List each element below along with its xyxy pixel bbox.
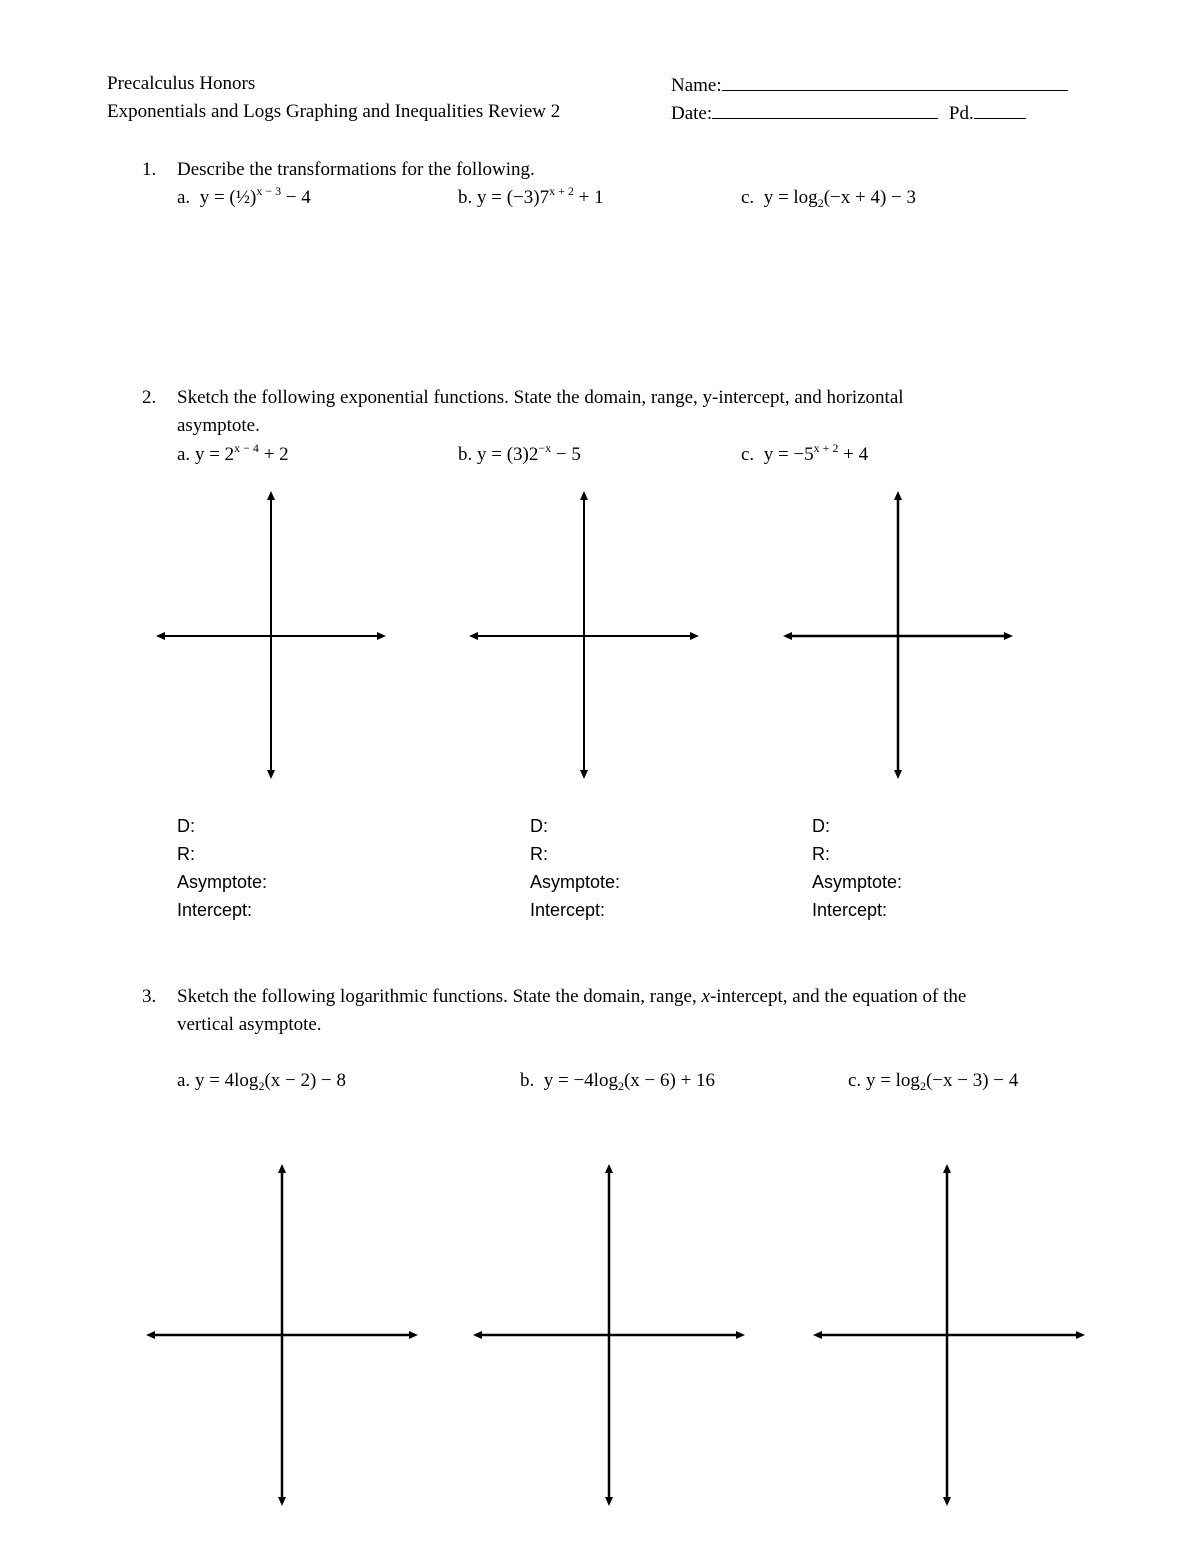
period-label: Pd. [948,103,974,124]
worksheet-title: Exponentials and Logs Graphing and Inequalities Review 2 [107,101,561,122]
q2-number: 2. [142,387,157,408]
name-label: Name: [671,75,722,96]
period-line[interactable] [974,98,1026,119]
name-field[interactable] [671,70,1068,100]
q3a-axes[interactable] [140,1158,425,1513]
q3-number: 3. [142,986,157,1007]
q2c-answer-labels [812,812,902,924]
q2b-equation: b. $y = (3)2^{-x} - 5$ [458,441,581,465]
q2b-answer-labels [530,812,620,924]
course-title: Precalculus Honors [107,73,256,94]
domain-label: D: [530,816,548,836]
q1-number: 1. [142,159,157,180]
domain-label: D: [177,816,195,836]
q2a-answer-labels [177,812,267,924]
intercept-label: Intercept: [812,900,888,920]
q2a-equation: a. $y = 2^{x - 4} + 2$ [177,441,289,465]
q2-prompt-line1: Sketch the following exponential functions. State the domain, range, y-intercept, and horizontal [177,387,904,408]
q3-prompt-line2: vertical asymptote. [177,1014,322,1035]
q3c-equation: c. $y = \log_2(-x - 3) - 4$ [848,1070,1019,1093]
range-label: R: [812,844,830,864]
q3a-equation: a. $y = 4\log_2(x - 2) - 8$ [177,1070,347,1093]
q3b-axes[interactable] [467,1158,752,1513]
asymptote-label: Asymptote: [177,872,268,892]
asymptote-label: Asymptote: [812,872,903,892]
range-label: R: [530,844,548,864]
q3b-equation: b. $y = -4\log_2(x - 6) + 16$ [520,1070,716,1093]
q3-prompt-line1: Sketch the following logarithmic functions. State the domain, range, x-intercept, and the equation of the [177,986,967,1007]
date-line[interactable] [712,98,938,119]
q2-prompt-line2: asymptote. [177,415,260,436]
q2c-axes[interactable] [777,485,1022,785]
q2a-axes[interactable] [150,485,395,785]
date-field[interactable] [671,98,1026,128]
domain-label: D: [812,816,830,836]
range-label: R: [177,844,195,864]
q1b-equation: b. $y = (-3)7^{x + 2} + 1$ [458,184,604,208]
name-line[interactable] [722,70,1068,91]
q1-prompt: Describe the transformations for the following. [177,159,535,180]
q2b-axes[interactable] [463,485,708,785]
intercept-label: Intercept: [177,900,253,920]
q2c-equation: c. $y = -5^{x + 2} + 4$ [741,441,869,465]
q1a-equation: a. y = (½)$^{x - 3}$ − 4 [177,184,311,208]
q1c-equation: c. $y = \log_2(-x + 4) - 3$ [741,187,916,210]
intercept-label: Intercept: [530,900,606,920]
q3c-axes[interactable] [807,1158,1092,1513]
date-label: Date: [671,103,713,124]
asymptote-label: Asymptote: [530,872,621,892]
